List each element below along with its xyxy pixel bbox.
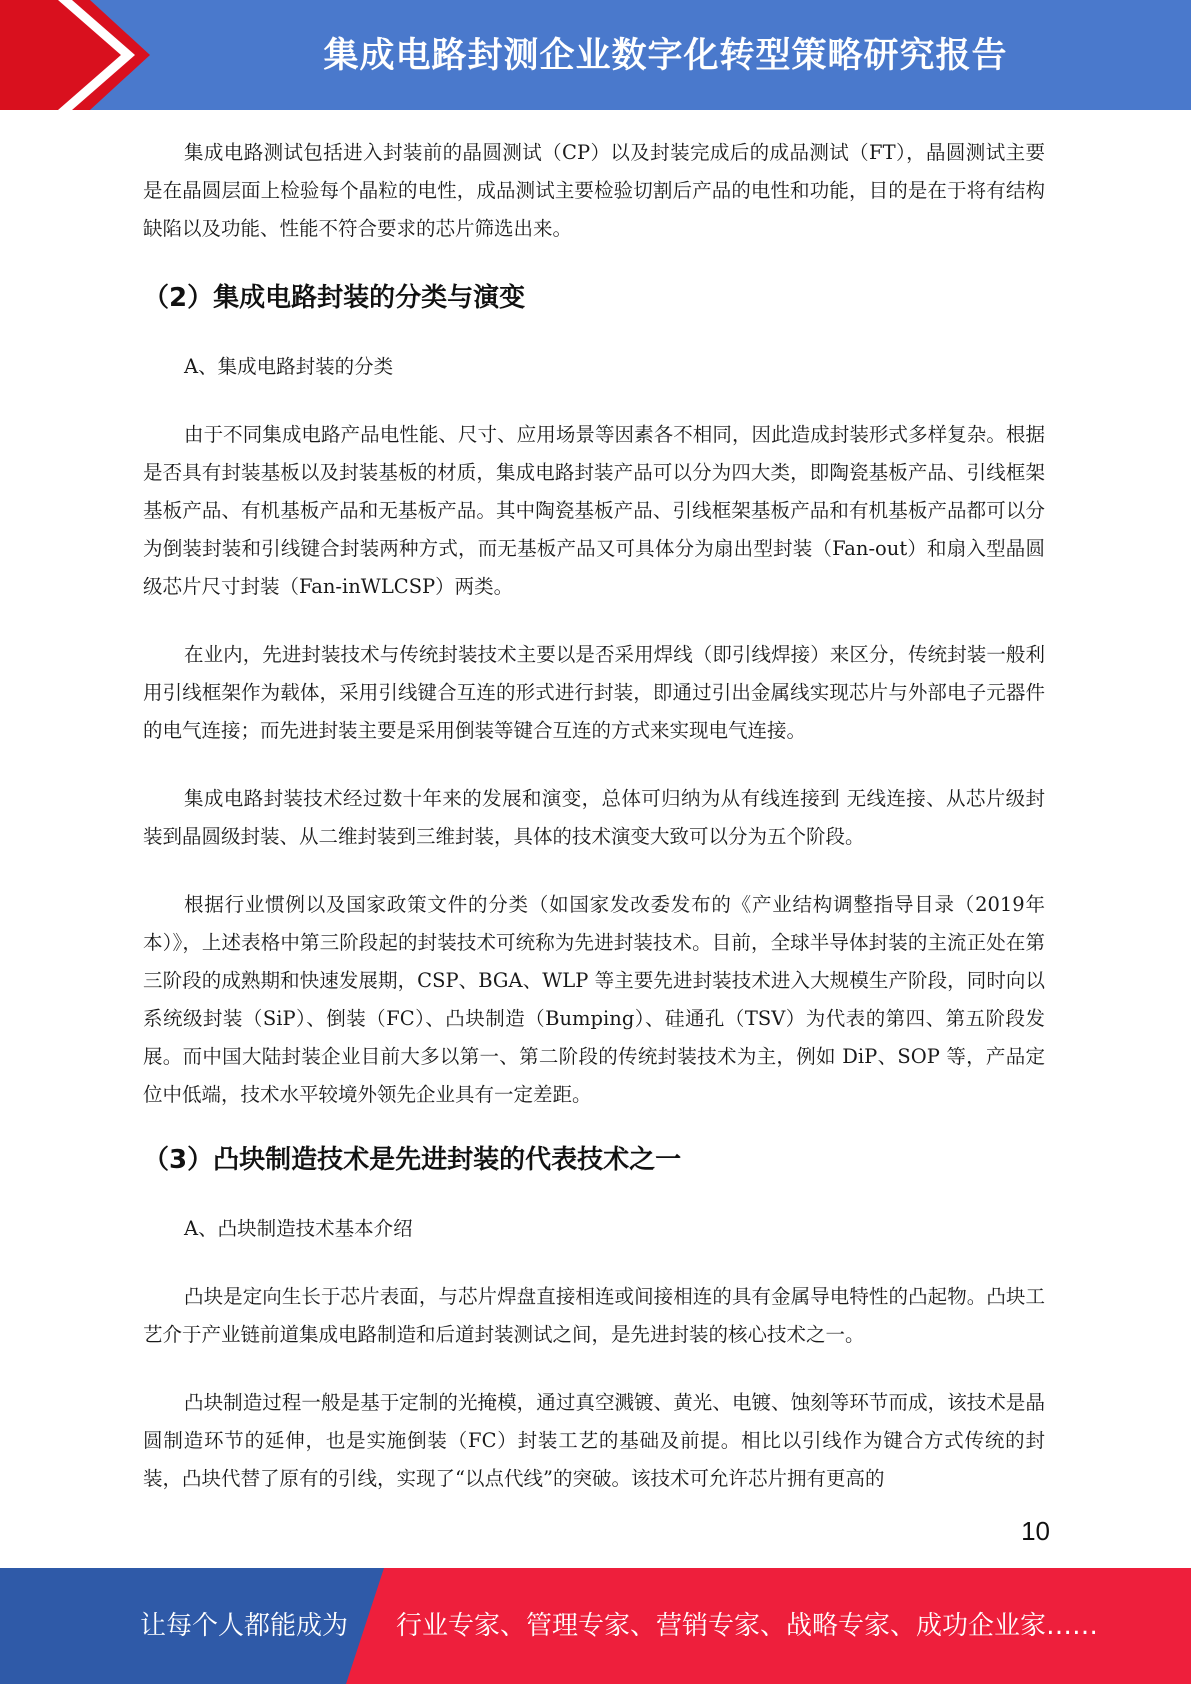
page-header xyxy=(0,0,1191,110)
header-arrow-decoration xyxy=(0,0,150,110)
paragraph: 凸块是定向生长于芯片表面，与芯片焊盘直接相连或间接相连的具有金属导电特性的凸起物。凸块工艺介于产业链前道集成电路制造和后道封装测试之间，是先进封装的核心技术之一。 xyxy=(143,1285,1045,1346)
paragraph: 集成电路封装技术经过数十年来的发展和演变，总体可归纳为从有线连接到 无线连接、从芯片级封装到晶圆级封装、从二维封装到三维封装，具体的技术演变大致可以分为五个阶段。 xyxy=(143,787,1045,848)
section-heading: （3）凸块制造技术是先进封装的代表技术之一 xyxy=(143,1145,682,1175)
paragraph: 凸块制造过程一般是基于定制的光掩模，通过真空溅镀、黄光、电镀、蚀刻等环节而成，该技术是晶圆制造环节的延伸，也是实施倒装（FC）封装工艺的基础及前提。相比以引线作为键合方式传统的封装，凸块代替了原有的引线，实现了“以点代线”的突破。该技术可允许芯片拥有更高的 xyxy=(143,1391,1045,1490)
paragraph: 根据行业惯例以及国家政策文件的分类（如国家发改委发布的《产业结构调整指导目录（2019年本）》，上述表格中第三阶段起的封装技术可统称为先进封装技术。目前，全球半导体封装的主流正处在第三阶段的成熟期和快速发展期，CSP、BGA、WLP 等主要先进封装技术进入大规模生产阶段，同时向以系统级封装（SiP）、倒装（FC）、凸块制造（Bumping）、硅通孔（TSV）为代表的第四、第五阶段发展。而中国大陆封装企业目前大多以第一、第二阶段的传统封装技术为主，例如 DiP、SOP 等，产品定位中低端，技术水平较境外领先企业具有一定差距。 xyxy=(143,893,1045,1106)
footer-slogan-right: 行业专家、管理专家、营销专家、战略专家、成功企业家…… xyxy=(396,1611,1099,1641)
page-number: 10 xyxy=(1021,1516,1050,1546)
section-heading: （2）集成电路封装的分类与演变 xyxy=(143,283,526,313)
footer-slogan-left: 让每个人都能成为 xyxy=(140,1611,349,1641)
paragraph: 集成电路测试包括进入封装前的晶圆测试（CP）以及封装完成后的成品测试（FT），晶圆测试主要是在晶圆层面上检验每个晶粒的电性，成品测试主要检验切割后产品的电性和功能，目的是在于将有结构缺陷以及功能、性能不符合要求的芯片筛选出来。 xyxy=(143,141,1045,240)
page-content xyxy=(143,134,1045,1498)
paragraph: 在业内，先进封装技术与传统封装技术主要以是否采用焊线（即引线焊接）来区分，传统封装一般利用引线框架作为载体，采用引线键合互连的形式进行封装，即通过引出金属线实现芯片与外部电子元器件的电气连接；而先进封装主要是采用倒装等键合互连的方式来实现电气连接。 xyxy=(143,643,1045,742)
subsection-label: A、集成电路封装的分类 xyxy=(184,355,394,378)
report-title: 集成电路封测企业数字化转型策略研究报告 xyxy=(323,36,1008,76)
paragraph: 由于不同集成电路产品电性能、尺寸、应用场景等因素各不相同，因此造成封装形式多样复杂。根据是否具有封装基板以及封装基板的材质，集成电路封装产品可以分为四大类，即陶瓷基板产品、引线框架基板产品、有机基板产品和无基板产品。其中陶瓷基板产品、引线框架基板产品和有机基板产品都可以分为倒装封装和引线键合封装两种方式，而无基板产品又可具体分为扇出型封装（Fan-out）和扇入型晶圆级芯片尺寸封装（Fan-inWLCSP）两类。 xyxy=(143,423,1045,598)
page-footer xyxy=(0,1568,1191,1684)
subsection-label: A、凸块制造技术基本介绍 xyxy=(184,1217,413,1240)
